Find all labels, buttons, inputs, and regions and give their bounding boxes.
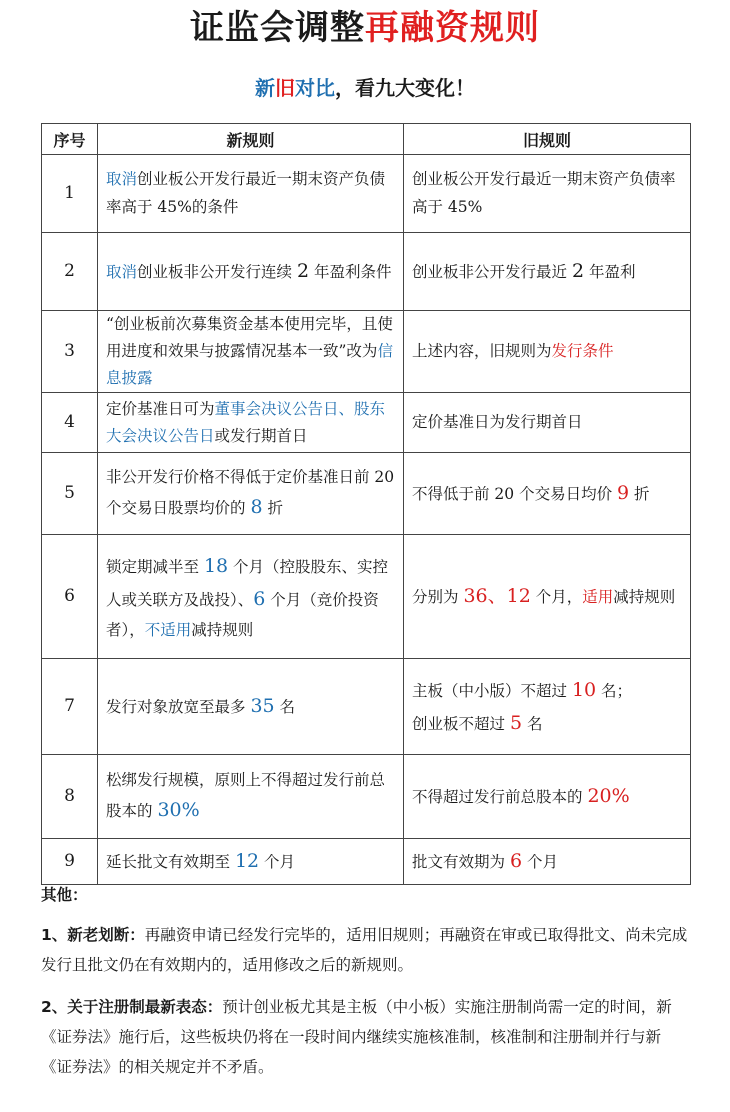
new-rule-cell: [98, 233, 404, 311]
old-rule-text: 创业板非公开发行最近: [412, 262, 572, 281]
new-rule-text: 名: [274, 698, 296, 717]
new-rule-cell: [98, 839, 404, 885]
new-rule-text: 8: [250, 495, 263, 518]
new-rule-text: 折: [262, 498, 283, 517]
old-rule-text: 主板（中小版）不超过: [412, 681, 572, 700]
old-rule-cell: [404, 453, 691, 535]
old-rule-text: 分别为: [412, 588, 464, 607]
new-rule-text: 个月: [259, 853, 296, 872]
other-p2-label: 2、关于注册制最新表态：: [41, 998, 223, 1016]
new-rule-text: 延长批文有效期至: [106, 853, 235, 872]
old-rule-text: 上述内容，旧规则为: [412, 342, 552, 361]
new-rule-text: 个月（控股股东、实控人或关联方及战投）、: [106, 558, 389, 610]
title-part-1: 证监会调整: [190, 8, 365, 48]
title-part-2: 再融资规则: [365, 8, 540, 48]
new-rule-text: 不适用: [144, 620, 192, 639]
table-header-row: [42, 124, 691, 155]
row-number: 4: [42, 393, 98, 453]
new-rule-text: 减持规则: [191, 620, 254, 639]
new-rule-text: “创业板前次募集资金基本使用完毕，且使用进度和效果与披露情况基本一致”改为: [106, 315, 393, 361]
row-number: 9: [42, 839, 98, 885]
other-paragraph-1: [41, 920, 691, 980]
new-rule-text: 6: [253, 588, 266, 611]
old-rule-text: 20%: [587, 785, 630, 808]
old-rule-text: 发行条件: [551, 342, 614, 361]
row-number: 7: [42, 659, 98, 755]
row-number: 8: [42, 755, 98, 839]
new-rule-text: 取消: [106, 170, 138, 189]
new-rule-text: 创业板非公开发行连续: [137, 262, 297, 281]
new-rule-text: 锁定期减半至: [106, 558, 204, 577]
new-rule-text: 35: [250, 695, 275, 718]
new-rule-text: 18: [203, 555, 229, 578]
subtitle-old: 旧: [275, 76, 295, 100]
other-p1-text: 再融资申请已经发行完毕的，适用旧规则；再融资在审或已取得批文、尚未完成发行且批文仍在有效期内的，适用修改之后的新规则。: [41, 926, 688, 974]
row-number: 6: [42, 535, 98, 659]
subtitle: [0, 74, 730, 102]
new-rule-text: 董事会决议公告日、股东大会决议公告日: [106, 399, 386, 445]
old-rule-text: 个月: [522, 853, 558, 872]
subtitle-rest: ，看九大变化！: [335, 76, 475, 100]
old-rule-text: 不得低于前 20 个交易日均价: [412, 485, 618, 504]
new-rule-text: 个月（竞价投资者），: [106, 591, 379, 639]
row-number: 5: [42, 453, 98, 535]
new-rule-text: 12: [234, 850, 260, 873]
old-rule-text: 2: [571, 259, 585, 282]
old-rule-text: 名；: [596, 681, 633, 700]
new-rule-text: 2: [296, 259, 310, 282]
new-rule-text: 信息披露: [106, 342, 393, 388]
table-row: [42, 659, 691, 755]
old-rule-text: 36、12: [463, 585, 531, 608]
old-rule-text: 定价基准日为发行期首日: [412, 413, 583, 432]
new-rule-cell: [98, 453, 404, 535]
old-rule-text: 减持规则: [613, 588, 676, 607]
row-number: 1: [42, 155, 98, 233]
subtitle-compare: 对比: [295, 76, 335, 100]
table-row: [42, 233, 691, 311]
old-rule-text: 个月，: [530, 588, 583, 607]
rules-comparison-table: [41, 123, 691, 885]
header-old-rule: 旧规则: [404, 124, 691, 155]
other-paragraph-2: [41, 992, 691, 1082]
new-rule-text: 定价基准日可为: [106, 399, 215, 418]
table-row: [42, 839, 691, 885]
new-rule-cell: [98, 535, 404, 659]
old-rule-text: 年盈利: [584, 262, 636, 281]
old-rule-text: 9: [617, 482, 630, 505]
old-rule-text: 创业板不超过: [412, 714, 510, 733]
old-rule-text: 10: [571, 678, 597, 701]
header-index: 序号: [42, 124, 98, 155]
old-rule-cell: [404, 155, 691, 233]
old-rule-text: 名: [522, 714, 543, 733]
old-rule-text: 批文有效期为: [412, 853, 510, 872]
old-rule-cell: [404, 535, 691, 659]
subtitle-new: 新: [255, 76, 275, 100]
other-p2-text: 预计创业板尤其是主板（中小板）实施注册制尚需一定的时间，新《证券法》施行后，这些板块仍将在一段时间内继续实施核准制，核准制和注册制并行与新《证券法》的相关规定并不矛盾。: [41, 998, 672, 1076]
header-new-rule: 新规则: [98, 124, 404, 155]
new-rule-text: 或发行期首日: [214, 426, 308, 445]
new-rule-text: 30%: [157, 798, 200, 821]
row-number: 3: [42, 311, 98, 393]
new-rule-text: 松绑发行规模，原则上不得超过发行前总股本的: [106, 770, 386, 820]
old-rule-cell: [404, 311, 691, 393]
table-row: [42, 155, 691, 233]
table-row: [42, 393, 691, 453]
new-rule-text: 年盈利条件: [309, 262, 392, 281]
new-rule-cell: [98, 393, 404, 453]
old-rule-cell: [404, 233, 691, 311]
old-rule-cell: [404, 393, 691, 453]
old-rule-cell: [404, 755, 691, 839]
table-row: [42, 311, 691, 393]
page-title: [0, 6, 730, 50]
old-rule-text: 不得超过发行前总股本的: [412, 788, 588, 807]
table-row: [42, 453, 691, 535]
table-row: [42, 535, 691, 659]
old-rule-text: 折: [629, 485, 650, 504]
other-p1-label: 1、新老划断：: [41, 926, 145, 944]
new-rule-cell: [98, 659, 404, 755]
new-rule-cell: [98, 311, 404, 393]
new-rule-text: 创业板公开发行最近一期末资产负债率高于 45%的条件: [106, 170, 386, 216]
old-rule-text: 创业板公开发行最近一期末资产负债率高于 45%: [412, 170, 676, 216]
old-rule-text: 5: [509, 711, 523, 734]
row-number: 2: [42, 233, 98, 311]
old-rule-text: 适用: [582, 588, 614, 607]
old-rule-cell: [404, 839, 691, 885]
new-rule-text: 发行对象放宽至最多: [106, 698, 251, 717]
table-row: [42, 755, 691, 839]
old-rule-text: 6: [509, 850, 523, 873]
new-rule-text: 取消: [106, 262, 138, 281]
old-rule-cell: [404, 659, 691, 755]
other-heading: 其他：: [41, 886, 88, 904]
new-rule-cell: [98, 155, 404, 233]
new-rule-cell: [98, 755, 404, 839]
new-rule-text: 非公开发行价格不得低于定价基准日前 20 个交易日股票均价的: [106, 467, 395, 517]
